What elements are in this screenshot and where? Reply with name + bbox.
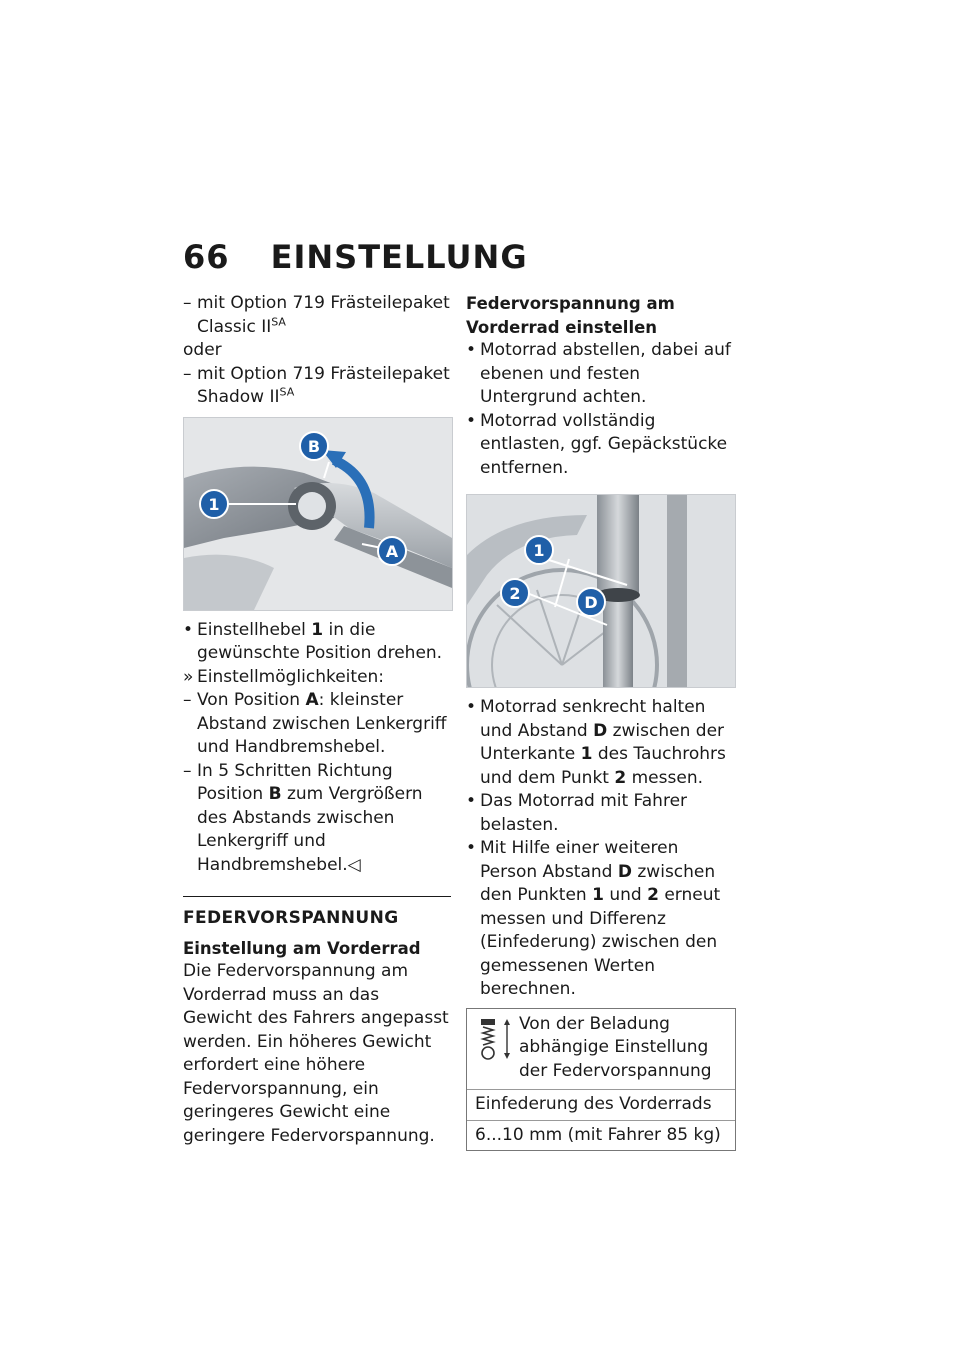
text: : kleinster Abstand zwischen Lenkergriff und Handbremshebel.: [197, 690, 447, 757]
text: zum Vergrößern des Abstands zwischen Lenkergriff und Handbremshebel.: [197, 784, 423, 875]
page-number: 66: [183, 238, 230, 276]
page-header: [183, 238, 528, 276]
step-adjust-lever: [183, 619, 451, 666]
callout-d: [577, 588, 605, 616]
ref-d: D: [593, 720, 608, 741]
text: Motorrad vollständig entlasten, ggf. Gepäckstücke entfernen.: [480, 410, 728, 478]
svg-text:1: 1: [533, 541, 545, 560]
svg-text:2: 2: [509, 584, 521, 603]
ref-1: 1: [592, 885, 604, 905]
text: Von Position: [197, 690, 306, 710]
subhead-front-wheel: Einstellung am Vorderrad: [183, 938, 421, 958]
dash-mark: –: [183, 760, 192, 781]
text: Einstellhebel: [197, 619, 312, 640]
section-divider: [183, 896, 451, 897]
result-options: [183, 666, 451, 690]
dash-mark: –: [183, 363, 192, 384]
ref-a: A: [305, 690, 319, 710]
subhead-adjust: Federvorspannung am Vorderrad einstellen: [466, 294, 675, 337]
text: in die gewünschte Position drehen.: [197, 619, 443, 663]
bullet-mark: •: [466, 791, 477, 811]
ref-2: 2: [614, 767, 627, 788]
text: zwischen den Punkten: [480, 861, 716, 905]
svg-text:A: A: [385, 541, 399, 561]
brake-lever-illustration: [184, 418, 452, 610]
option-text: mit Option 719 Frästeilepaket Classic II: [197, 293, 450, 337]
text: erneut messen und Differenz (Einfederung) zwischen den gemessenen Werten berechnen.: [480, 885, 721, 999]
option-classic: [183, 292, 451, 339]
bullet-mark: •: [466, 697, 477, 717]
option-or: oder: [183, 340, 222, 360]
brake-lever-figure: [183, 417, 453, 611]
option-text: mit Option 719 Frästeilepaket Shadow II: [197, 363, 450, 407]
right-column: [466, 292, 738, 1151]
ref-b: B: [268, 784, 282, 804]
page-title: EINSTELLUNG: [270, 238, 528, 276]
sa-superscript: SA: [279, 385, 295, 399]
remeasure-bullet: [466, 837, 738, 1002]
measure-bullet: [466, 696, 738, 790]
intro-paragraph: Die Federvorspannung am Vorderrad muss an das Gewicht des Fahrers angepasst werden. Ein höheres Gewicht erfordert eine höhere Federvorspannung, ein geringeres Gewicht eine geringere Federvorspannung.: [183, 961, 449, 1146]
callout-b: [300, 432, 328, 460]
callout-2: [501, 579, 529, 607]
callout-1: [525, 536, 553, 564]
fork-illustration: [467, 495, 735, 687]
ref-1: 1: [580, 744, 593, 764]
ref-2: 2: [647, 885, 659, 905]
text: Das Motorrad mit Fahrer belasten.: [480, 791, 688, 835]
fork-figure: [466, 494, 736, 688]
text: Einstellmöglichkeiten:: [197, 666, 385, 687]
svg-text:1: 1: [208, 494, 220, 514]
callout-a: [378, 537, 406, 565]
text: In 5 Schritten Richtung Position: [197, 760, 393, 804]
section-title: FEDERVORSPANNUNG: [183, 908, 399, 928]
prep-bullet-2: [466, 410, 738, 481]
text: und: [603, 885, 648, 905]
table-row: 6...10 mm (mit Fahrer 85 kg): [475, 1124, 721, 1145]
position-a: [183, 689, 451, 760]
spring-preload-table: [466, 1008, 736, 1152]
bullet-mark: •: [466, 838, 477, 858]
sa-superscript: SA: [271, 314, 286, 328]
dash-mark: –: [183, 690, 192, 710]
left-column: [183, 292, 451, 1148]
text: des Tauchrohrs und dem Punkt: [480, 744, 726, 788]
svg-text:B: B: [307, 436, 321, 456]
callout-1: [200, 490, 228, 518]
svg-text:D: D: [584, 593, 598, 612]
text: messen.: [626, 767, 703, 788]
table-header: [467, 1009, 735, 1091]
bullet-mark: •: [183, 619, 194, 640]
ref-1: 1: [311, 619, 324, 640]
load-bullet: [466, 790, 738, 837]
bullet-mark: •: [466, 340, 477, 360]
text: Motorrad abstellen, dabei auf ebenen und festen Untergrund achten.: [480, 340, 731, 407]
dash-mark: –: [183, 293, 192, 313]
end-mark: ◁: [347, 854, 361, 875]
ref-d: D: [617, 861, 632, 882]
table-header-text: Von der Beladung abhängige Einstellung der Federvorspannung: [519, 1013, 712, 1081]
text: zwischen der Unterkante: [480, 720, 725, 764]
prep-bullet-1: [466, 339, 738, 410]
option-shadow: [183, 363, 451, 410]
position-b: [183, 760, 451, 878]
text: Mit Hilfe einer weiteren Person Abstand: [480, 838, 679, 882]
suspension-spring-icon: [473, 1015, 517, 1063]
result-mark: »: [183, 666, 194, 687]
bullet-mark: •: [466, 410, 477, 431]
table-row: Einfederung des Vorderrads: [467, 1090, 735, 1121]
text: Motorrad senkrecht halten und Abstand: [480, 697, 706, 741]
